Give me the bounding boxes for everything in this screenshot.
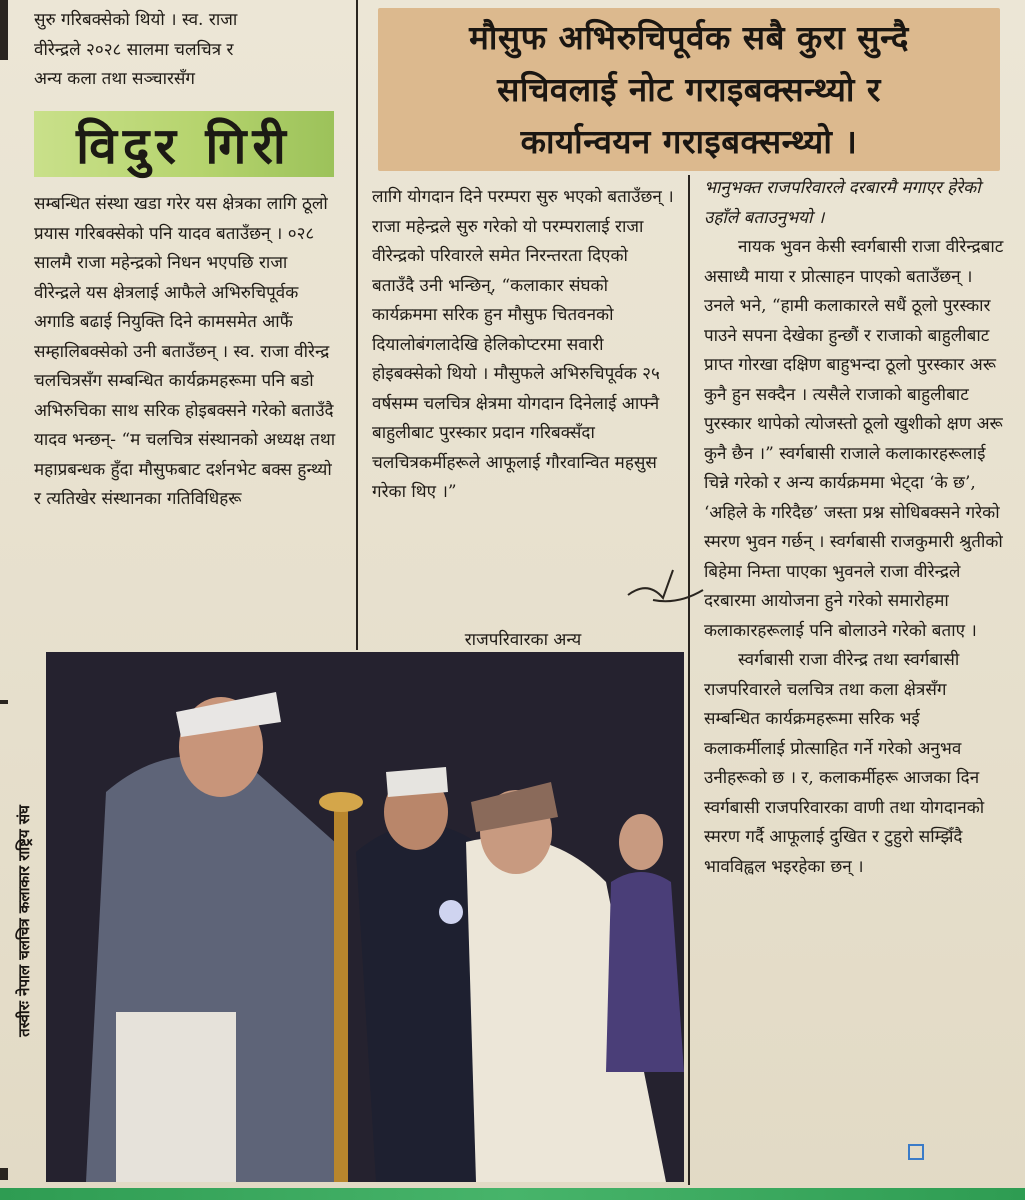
text-line: अन्य कला तथा सञ्चारसँग <box>34 69 196 89</box>
headline-line: सचिवलाई नोट गराइबक्सन्थ्यो र <box>497 69 881 109</box>
person-woman-face <box>619 814 663 870</box>
photo-illustration <box>46 652 684 1182</box>
column-rule <box>356 0 358 650</box>
body-text: सम्बन्धित संस्था खडा गरेर यस क्षेत्रका लागि ठूलो प्रयास गरिबक्सेको पनि यादव बताउँछन् । ०२८ सालमै राजा महेन्द्रको निधन भएपछि राजा वीरेन्द्रले यस क्षेत्रलाई आफैले अभिरुचिपूर्वक अगाडि बढाई नियुक्ति दिने कामसमेत आफैं सम्हालिबक्सेको उनी बताउँछन् । स्व. राजा वीरेन्द्र चलचित्रसँग सम्बन्धित कार्यक्रमहरूमा पनि बडो अभिरुचिका साथ सरिक होइबक्सने गरेको बताउँदै यादव भन्छन्- “म चलचित्र संस्थानको अध्यक्ष तथा महाप्रबन्धक हुँदा मौसुफबाट दर्शनभेट बक्स हुन्थ्यो र त्यतिखेर संस्थानका गतिविधिहरू <box>34 194 336 509</box>
lamp-top <box>319 792 363 812</box>
body-text: लागि योगदान दिने परम्परा सुरु भएको बताउँछन् । राजा महेन्द्रले सुरु गरेको यो परम्परालाई राजा वीरेन्द्रको परिवारले समेत निरन्तरता दिएको बताउँदै उनी भन्छिन्, “कलाकार संघको कार्यक्रममा सरिक हुन मौसुफ चितवनको दियालोबंगलादेखि हेलिकोप्टरमा सवारी होइबक्सेको थियो । मौसुफले अभिरुचिपूर्वक २५ वर्षसम्म चलचित्र क्षेत्रमा योगदान दिनेलाई आफ्नै बाहुलीबाट पुरस्कार प्रदान गरिबक्सँदा चलचित्रकर्मीहरूले आफूलाई गौरवान्वित महसुस गरेका थिए ।” <box>372 187 674 502</box>
article-end-icon <box>908 1144 924 1160</box>
badge-icon <box>439 900 463 924</box>
photo-credit-text: तस्वीरः नेपाल चलचित्र कलाकार राष्ट्रिय संघ <box>15 804 34 1037</box>
brass-lamp-icon <box>334 802 348 1182</box>
subheading: राजपरिवारका अन्य <box>464 630 582 650</box>
left-edge-mark <box>0 0 8 60</box>
body-text: नायक भुवन केसी स्वर्गबासी राजा वीरेन्द्रबाट असाध्यै माया र प्रोत्साहन पाएको बताउँछन् । उनले भने, “हामी कलाकारले सधैं ठूलो पुरस्कार पाउने सपना देखेका हुन्छौं र राजाको बाहुलीबाट प्राप्त गोरखा दक्षिण बाहुभन्दा ठूलो पुरस्कार अरू कुनै हुन सक्दैन । त्यसैले राजाको बाहुलीबाट पुरस्कार थापेको त्योजस्तो ठूलो खुशीको क्षण अरू कुनै छैन ।” स्वर्गबासी राजाले कलाकारहरूलाई चिन्ने गरेको र अन्य कार्यक्रममा भेट्दा ‘के छ’, ‘अहिले के गरिदैछ’ जस्ता प्रश्न सोधिबक्सने गरेको स्मरण भुवन गर्छन् । स्वर्गबासी राजकुमारी श्रुतीको बिहेमा निम्ता पाएका भुवनले राजा वीरेन्द्रले दरबारमा आयोजना हुने गरेको समारोहमा कलाकारहरूलाई पनि बोलाउने गरेको बताए । <box>704 237 1004 641</box>
body-text: भानुभक्त राजपरिवारले दरबारमै मगाएर हेरेको उहाँले बताउनुभयो । <box>704 178 981 228</box>
handwritten-mark-icon <box>618 560 708 610</box>
headline-box <box>378 8 1000 171</box>
news-photograph <box>46 652 684 1182</box>
column-rule <box>688 175 690 1185</box>
author-byline <box>34 111 334 177</box>
column3-body <box>704 174 1004 882</box>
headline-line: कार्यान्वयन गराइबक्सन्थ्यो । <box>520 121 858 161</box>
column2-body <box>372 183 674 508</box>
column1-top <box>34 6 334 95</box>
author-name: विदुर गिरी <box>76 117 292 175</box>
person-left-trousers <box>116 1012 236 1182</box>
person-woman-dress <box>606 872 684 1072</box>
body-text: स्वर्गबासी राजा वीरेन्द्र तथा स्वर्गबासी राजपरिवारले चलचित्र तथा कला क्षेत्रसँग सम्बन्धित कार्यक्रमहरूमा सरिक भई कलाकर्मीलाई प्रोत्साहित गर्ने गरेको अनुभव उनीहरूको छ । र, कलाकर्मीहरू आजका दिन स्वर्गबासी राजपरिवारका वाणी तथा योगदानको स्मरण गर्दै आफूलाई दुखित र टुहुरो सम्झिँदै भावविह्वल भइरहेका छन् । <box>704 650 985 877</box>
photo-credit <box>4 663 44 1178</box>
page-bottom-bar <box>0 1188 1025 1200</box>
column1-body <box>34 190 336 515</box>
text-line: वीरेन्द्रले २०२८ सालमा चलचित्र र <box>34 39 234 60</box>
dhaka-topi-icon <box>386 767 448 797</box>
headline-line: मौसुफ अभिरुचिपूर्वक सबै कुरा सुन्दै <box>469 17 909 57</box>
text-line: सुरु गरिबक्सेको थियो । स्व. राजा <box>34 10 238 30</box>
